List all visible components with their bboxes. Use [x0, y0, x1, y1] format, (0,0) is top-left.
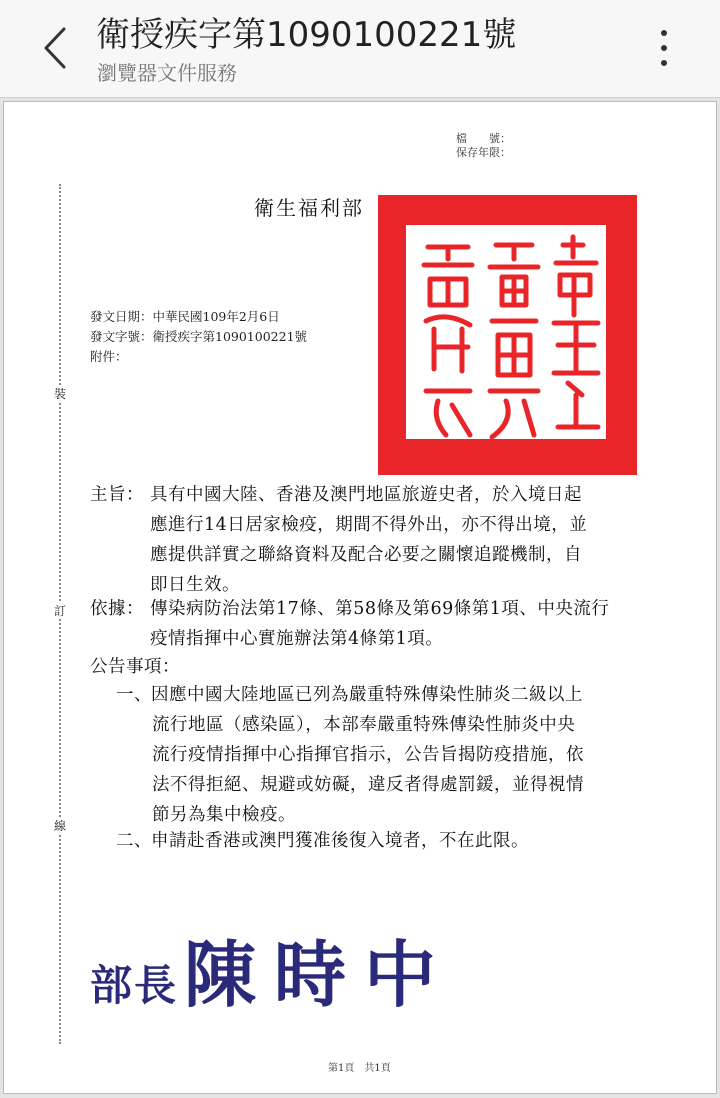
reference-number: 發文字號：衛授疾字第1090100221號	[90, 329, 308, 344]
subject-label: 主旨：	[90, 485, 144, 505]
more-vert-dot	[661, 45, 667, 51]
back-arrow-icon	[40, 25, 70, 71]
more-vert-dot	[661, 60, 667, 66]
item-1-line: 流行疫情指揮中心指揮官指示，公告旨揭防疫措施，依	[152, 745, 584, 765]
subject-line: 應進行14日居家檢疫，期間不得外出，亦不得出境，並	[150, 515, 588, 535]
document-meta	[90, 307, 307, 367]
page-number: 第1頁 共1頁	[328, 1063, 391, 1074]
item-1-row	[116, 680, 583, 710]
item-1-line: 法不得拒絕、規避或妨礙，違反者得處罰鍰，並得視情	[152, 775, 584, 795]
binding-char-ding: 訂	[50, 602, 70, 619]
app-bar	[0, 0, 720, 98]
subject-row	[90, 480, 582, 510]
items-heading: 公告事項：	[90, 657, 180, 677]
item-1-line: 流行地區（感染區），本部奉嚴重特殊傳染性肺炎中央	[152, 715, 576, 735]
item-2-line: 申請赴香港或澳門獲准後復入境者，不在此限。	[151, 831, 529, 851]
archive-info	[456, 132, 511, 160]
signature-name: 陳時中	[184, 932, 455, 1017]
official-seal	[378, 195, 637, 475]
basis-row	[90, 594, 609, 624]
subject-line: 具有中國大陸、香港及澳門地區旅遊史者，於入境日起	[150, 485, 582, 505]
seal-image	[378, 195, 637, 475]
item-2-row	[116, 826, 529, 856]
archive-number-label: 檔 號：	[456, 132, 511, 145]
signature-title: 部長	[90, 961, 179, 1010]
more-options-button[interactable]	[640, 22, 688, 74]
basis-label: 依據：	[90, 599, 144, 619]
subject-line: 即日生效。	[150, 575, 240, 595]
binding-char-xian: 線	[50, 817, 70, 834]
issuer-name: 衛生福利部	[254, 196, 364, 220]
page-title: 衛授疾字第1090100221號	[96, 15, 517, 55]
minister-signature	[90, 917, 454, 1021]
item-2-number: 二、	[116, 831, 152, 851]
binding-char-zhuang: 裝	[50, 385, 70, 402]
page-subtitle: 瀏覽器文件服務	[97, 61, 237, 85]
subject-line: 應提供詳實之聯絡資料及配合必要之關懷追蹤機制，自	[150, 545, 582, 565]
item-1-number: 一、	[116, 685, 152, 705]
issue-date: 發文日期：中華民國109年2月6日	[90, 309, 280, 324]
back-button[interactable]	[30, 22, 80, 74]
more-vert-icon	[661, 30, 667, 36]
retention-period-label: 保存年限：	[456, 146, 511, 159]
basis-line: 疫情指揮中心實施辦法第4條第1項。	[150, 629, 444, 649]
item-1-line: 節另為集中檢疫。	[152, 805, 296, 825]
basis-line: 傳染病防治法第17條、第58條及第69條第1項、中央流行	[150, 599, 610, 619]
item-1-line: 因應中國大陸地區已列為嚴重特殊傳染性肺炎二級以上	[151, 685, 583, 705]
document-page[interactable]	[3, 101, 717, 1094]
attachments: 附件：	[90, 349, 128, 364]
